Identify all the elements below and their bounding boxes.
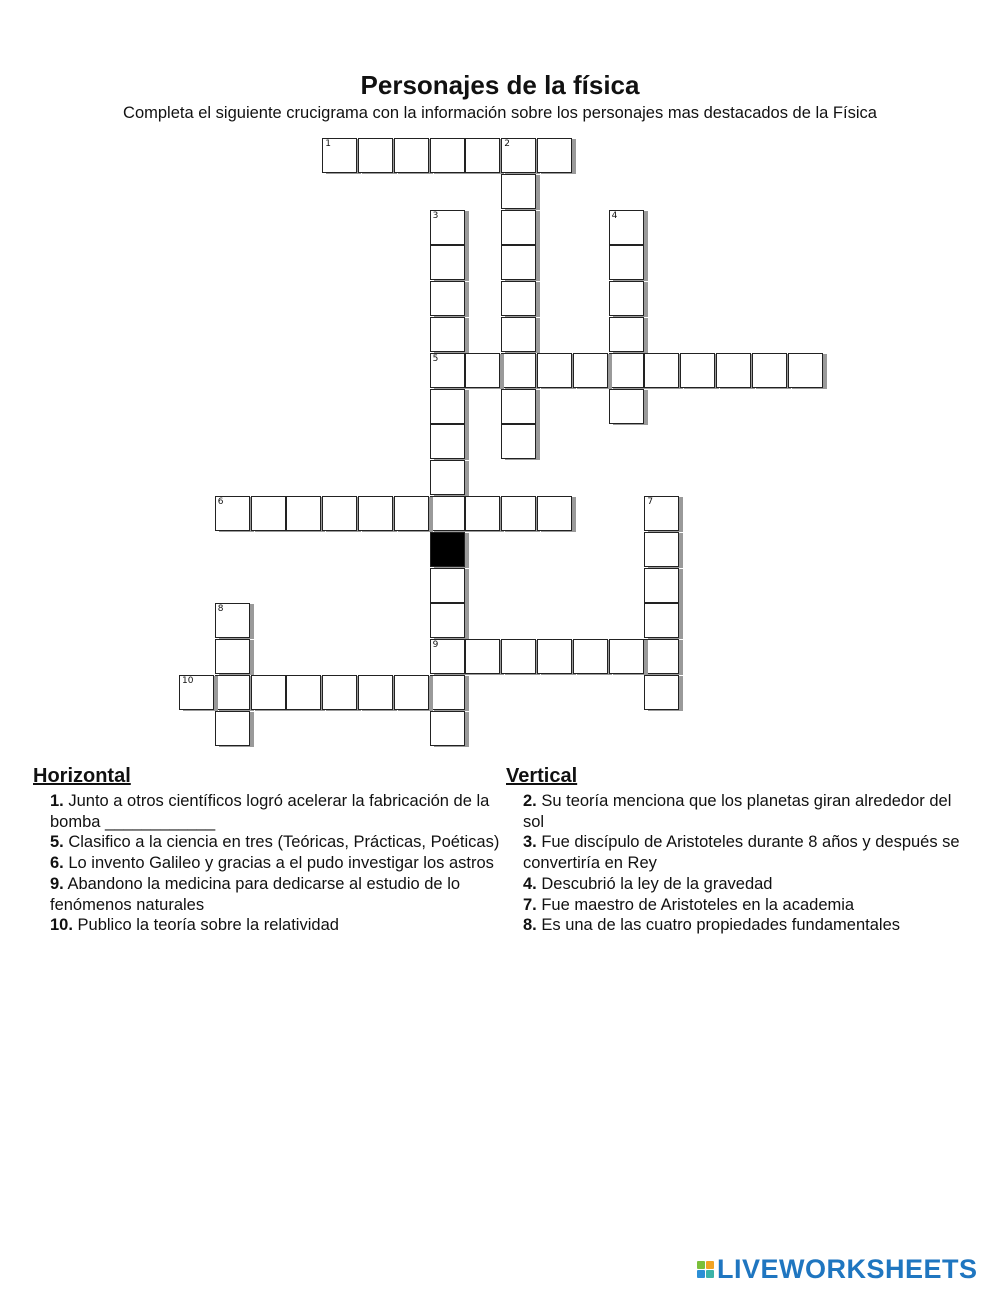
crossword-cell[interactable] bbox=[537, 639, 572, 674]
cell-letter-input[interactable] bbox=[502, 175, 535, 208]
cell-letter-input[interactable] bbox=[431, 282, 464, 315]
clue-vertical-3: 3. Fue discípulo de Aristoteles durante 8 años y después se convertiría en Rey bbox=[523, 833, 960, 873]
crossword-cell[interactable] bbox=[465, 639, 500, 674]
crossword-cell[interactable] bbox=[716, 353, 751, 388]
horizontal-clues bbox=[33, 765, 503, 936]
cell-letter-input[interactable] bbox=[645, 533, 678, 566]
crossword-cell[interactable] bbox=[788, 353, 823, 388]
page-title: Personajes de la física bbox=[360, 70, 640, 100]
crossword-cell[interactable] bbox=[215, 639, 250, 674]
cell-letter-input[interactable] bbox=[502, 282, 535, 315]
crossword-cell[interactable] bbox=[358, 138, 393, 173]
crossword-cell[interactable] bbox=[537, 138, 572, 173]
crossword-cell[interactable] bbox=[215, 603, 250, 638]
crossword-cell[interactable] bbox=[394, 675, 429, 710]
cell-letter-input[interactable] bbox=[252, 676, 285, 709]
clue-horizontal-6: 6. Lo invento Galileo y gracias a el pudo investigar los astros bbox=[50, 854, 494, 873]
crossword-cell[interactable] bbox=[501, 138, 536, 173]
crossword-cell[interactable] bbox=[215, 675, 250, 710]
crossword-cell[interactable] bbox=[430, 603, 465, 638]
clue-horizontal-9: 9. Abandono la medicina para dedicarse al estudio de lo fenómenos naturales bbox=[50, 874, 461, 914]
cell-letter-input[interactable] bbox=[645, 640, 678, 673]
crossword-cell[interactable] bbox=[501, 389, 536, 424]
crossword-cell[interactable] bbox=[609, 245, 644, 280]
horizontal-heading: Horizontal bbox=[33, 765, 131, 787]
cell-letter-input[interactable] bbox=[538, 354, 571, 387]
crossword-cell[interactable] bbox=[501, 496, 536, 531]
crossword-cell[interactable] bbox=[501, 174, 536, 209]
crossword-cell[interactable] bbox=[430, 281, 465, 316]
cell-letter-input[interactable] bbox=[538, 497, 571, 530]
cell-letter-input[interactable] bbox=[538, 640, 571, 673]
cell-letter-input[interactable] bbox=[287, 497, 320, 530]
crossword-cell[interactable] bbox=[609, 639, 644, 674]
cell-letter-input[interactable] bbox=[431, 246, 464, 279]
crossword-cell[interactable] bbox=[430, 424, 465, 459]
crossword-cell[interactable] bbox=[358, 496, 393, 531]
cell-letter-input[interactable] bbox=[216, 676, 249, 709]
crossword-cell[interactable] bbox=[322, 496, 357, 531]
crossword-cell[interactable] bbox=[501, 353, 536, 388]
cell-letter-input[interactable] bbox=[610, 354, 643, 387]
liveworksheets-logo bbox=[697, 1254, 978, 1284]
cell-letter-input[interactable] bbox=[431, 604, 464, 637]
clue-number-label: 10 bbox=[182, 676, 194, 686]
clue-vertical-8: 8. Es una de las cuatro propiedades fundamentales bbox=[523, 916, 901, 935]
crossword-cell[interactable] bbox=[644, 568, 679, 603]
cell-letter-input[interactable] bbox=[645, 676, 678, 709]
cell-letter-input[interactable] bbox=[502, 425, 535, 458]
crossword-cell[interactable] bbox=[501, 424, 536, 459]
cell-letter-input[interactable] bbox=[431, 569, 464, 602]
clue-number-label: 3 bbox=[432, 210, 439, 221]
crossword-cell[interactable] bbox=[394, 138, 429, 173]
cell-letter-input[interactable] bbox=[323, 139, 356, 172]
crossword-cell[interactable] bbox=[573, 353, 608, 388]
cell-letter-input[interactable] bbox=[431, 676, 464, 709]
crossword-cell[interactable] bbox=[430, 675, 465, 710]
crossword-cell[interactable] bbox=[609, 281, 644, 316]
cell-letter-input[interactable] bbox=[645, 569, 678, 602]
crossword-cell[interactable] bbox=[644, 603, 679, 638]
cell-letter-input[interactable] bbox=[717, 354, 750, 387]
crossword-cell[interactable] bbox=[465, 496, 500, 531]
crossword-cell[interactable] bbox=[322, 138, 357, 173]
crossword-cell[interactable] bbox=[322, 675, 357, 710]
logo-mark-icon bbox=[697, 1261, 714, 1278]
cell-letter-input[interactable] bbox=[645, 497, 678, 530]
cell-letter-input[interactable] bbox=[431, 497, 464, 530]
cell-letter-input[interactable] bbox=[216, 712, 249, 745]
crossword-cell[interactable] bbox=[609, 389, 644, 424]
crossword-cell[interactable] bbox=[501, 245, 536, 280]
cell-letter-input[interactable] bbox=[502, 318, 535, 351]
cell-letter-input[interactable] bbox=[610, 282, 643, 315]
crossword-cell[interactable] bbox=[609, 317, 644, 352]
cell-letter-input[interactable] bbox=[502, 246, 535, 279]
crossword-cell[interactable] bbox=[430, 317, 465, 352]
vertical-heading: Vertical bbox=[506, 765, 578, 787]
cell-letter-input[interactable] bbox=[216, 640, 249, 673]
cell-letter-input[interactable] bbox=[431, 139, 464, 172]
crossword-cell[interactable] bbox=[430, 496, 465, 531]
cell-letter-input[interactable] bbox=[431, 461, 464, 494]
crossword-cell[interactable] bbox=[501, 317, 536, 352]
crossword-cell[interactable] bbox=[430, 568, 465, 603]
crossword-cell[interactable] bbox=[609, 353, 644, 388]
crossword-cell[interactable] bbox=[680, 353, 715, 388]
crossword-cell[interactable] bbox=[752, 353, 787, 388]
crossword-cell[interactable] bbox=[430, 245, 465, 280]
cell-letter-input[interactable] bbox=[502, 354, 535, 387]
clue-horizontal-5: 5. Clasifico a la ciencia en tres (Teóricas, Prácticas, Poéticas) bbox=[50, 833, 500, 852]
crossword-cell[interactable] bbox=[644, 532, 679, 567]
clue-vertical-4: 4. Descubrió la ley de la gravedad bbox=[523, 874, 773, 893]
cell-letter-input[interactable] bbox=[610, 211, 643, 244]
crossword-cell[interactable] bbox=[573, 639, 608, 674]
vertical-clues bbox=[506, 765, 976, 936]
cell-letter-input[interactable] bbox=[323, 676, 356, 709]
crossword-cell[interactable] bbox=[251, 496, 286, 531]
cell-letter-input[interactable] bbox=[466, 497, 499, 530]
crossword-cell[interactable] bbox=[215, 496, 250, 531]
clue-number-label: 6 bbox=[217, 497, 224, 507]
cell-letter-input[interactable] bbox=[359, 676, 392, 709]
crossword-cell[interactable] bbox=[537, 353, 572, 388]
clue-number-label: 2 bbox=[504, 139, 510, 149]
cell-letter-input[interactable] bbox=[431, 390, 464, 423]
cell-letter-input[interactable] bbox=[431, 425, 464, 458]
cell-letter-input[interactable] bbox=[395, 139, 428, 172]
cell-letter-input[interactable] bbox=[610, 390, 643, 423]
crossword-cell[interactable] bbox=[537, 496, 572, 531]
cell-letter-input[interactable] bbox=[681, 354, 714, 387]
cell-letter-input[interactable] bbox=[574, 354, 607, 387]
cell-letter-input[interactable] bbox=[466, 139, 499, 172]
crossword-cell[interactable] bbox=[358, 675, 393, 710]
cell-letter-input[interactable] bbox=[431, 211, 464, 244]
cell-letter-input[interactable] bbox=[431, 640, 464, 673]
cell-letter-input[interactable] bbox=[216, 497, 249, 530]
clue-vertical-7: 7. Fue maestro de Aristoteles en la academia bbox=[523, 895, 855, 914]
cell-letter-input[interactable] bbox=[538, 139, 571, 172]
crossword-cell[interactable] bbox=[644, 353, 679, 388]
cell-letter-input[interactable] bbox=[252, 497, 285, 530]
crossword-cell[interactable] bbox=[394, 496, 429, 531]
crossword-cell[interactable] bbox=[179, 675, 214, 710]
clue-number-label: 7 bbox=[647, 497, 654, 507]
clue-horizontal-10: 10. Publico la teoría sobre la relatividad bbox=[50, 916, 339, 935]
clue-number-label: 5 bbox=[432, 353, 439, 364]
cell-letter-input[interactable] bbox=[395, 497, 428, 530]
clue-vertical-2: 2. Su teoría menciona que los planetas giran alrededor del sol bbox=[523, 792, 952, 831]
cell-letter-input[interactable] bbox=[359, 139, 392, 172]
crossword-cell[interactable] bbox=[430, 210, 465, 245]
cell-letter-input[interactable] bbox=[502, 497, 535, 530]
cell-letter-input[interactable] bbox=[502, 390, 535, 423]
crossword-cell[interactable] bbox=[215, 711, 250, 746]
logo-text: LIVEWORKSHEETS bbox=[717, 1253, 978, 1284]
clue-number-label: 1 bbox=[325, 139, 331, 149]
cell-letter-input[interactable] bbox=[610, 640, 643, 673]
crossword-cell[interactable] bbox=[609, 210, 644, 245]
cell-letter-input[interactable] bbox=[431, 354, 464, 387]
crossword-cell[interactable] bbox=[430, 639, 465, 674]
crossword-cell[interactable] bbox=[501, 639, 536, 674]
crossword-cell[interactable] bbox=[286, 675, 321, 710]
cell-letter-input[interactable] bbox=[753, 354, 786, 387]
cell-letter-input[interactable] bbox=[645, 604, 678, 637]
cell-letter-input[interactable] bbox=[502, 640, 535, 673]
crossword-cell[interactable] bbox=[430, 711, 465, 746]
crossword-cell[interactable] bbox=[501, 210, 536, 245]
blocked-cell bbox=[430, 532, 465, 567]
crossword-cell[interactable] bbox=[286, 496, 321, 531]
crossword-cell[interactable] bbox=[430, 138, 465, 173]
crossword-cell[interactable] bbox=[465, 353, 500, 388]
crossword-cell[interactable] bbox=[644, 675, 679, 710]
cell-letter-input[interactable] bbox=[502, 139, 535, 172]
crossword-cell[interactable] bbox=[644, 639, 679, 674]
cell-letter-input[interactable] bbox=[466, 640, 499, 673]
cell-letter-input[interactable] bbox=[610, 246, 643, 279]
crossword-cell[interactable] bbox=[501, 281, 536, 316]
clue-number-label: 9 bbox=[432, 640, 439, 651]
cell-letter-input[interactable] bbox=[359, 497, 392, 530]
cell-letter-input[interactable] bbox=[431, 712, 464, 745]
cell-letter-input[interactable] bbox=[395, 676, 428, 709]
cell-letter-input[interactable] bbox=[574, 640, 607, 673]
cell-letter-input[interactable] bbox=[216, 604, 249, 637]
cell-letter-input[interactable] bbox=[610, 318, 643, 351]
cell-letter-input[interactable] bbox=[180, 676, 213, 709]
cell-letter-input[interactable] bbox=[789, 354, 822, 387]
cell-letter-input[interactable] bbox=[466, 354, 499, 387]
cell-letter-input[interactable] bbox=[323, 497, 356, 530]
clue-horizontal-1: 1. Junto a otros científicos logró acelerar la fabricación de la bomba ____________ bbox=[50, 792, 490, 831]
cell-letter-input[interactable] bbox=[502, 211, 535, 244]
crossword-cell[interactable] bbox=[430, 460, 465, 495]
crossword-cell[interactable] bbox=[430, 353, 465, 388]
crossword-cell[interactable] bbox=[251, 675, 286, 710]
page-subtitle: Completa el siguiente crucigrama con la información sobre los personajes mas destacados de la Física bbox=[123, 104, 877, 122]
clue-number-label: 4 bbox=[611, 210, 618, 221]
clue-number-label: 8 bbox=[217, 604, 224, 615]
cell-letter-input[interactable] bbox=[431, 318, 464, 351]
crossword-cell[interactable] bbox=[465, 138, 500, 173]
crossword-cell[interactable] bbox=[644, 496, 679, 531]
cell-letter-input[interactable] bbox=[645, 354, 678, 387]
cell-letter-input[interactable] bbox=[287, 676, 320, 709]
crossword-cell[interactable] bbox=[430, 389, 465, 424]
